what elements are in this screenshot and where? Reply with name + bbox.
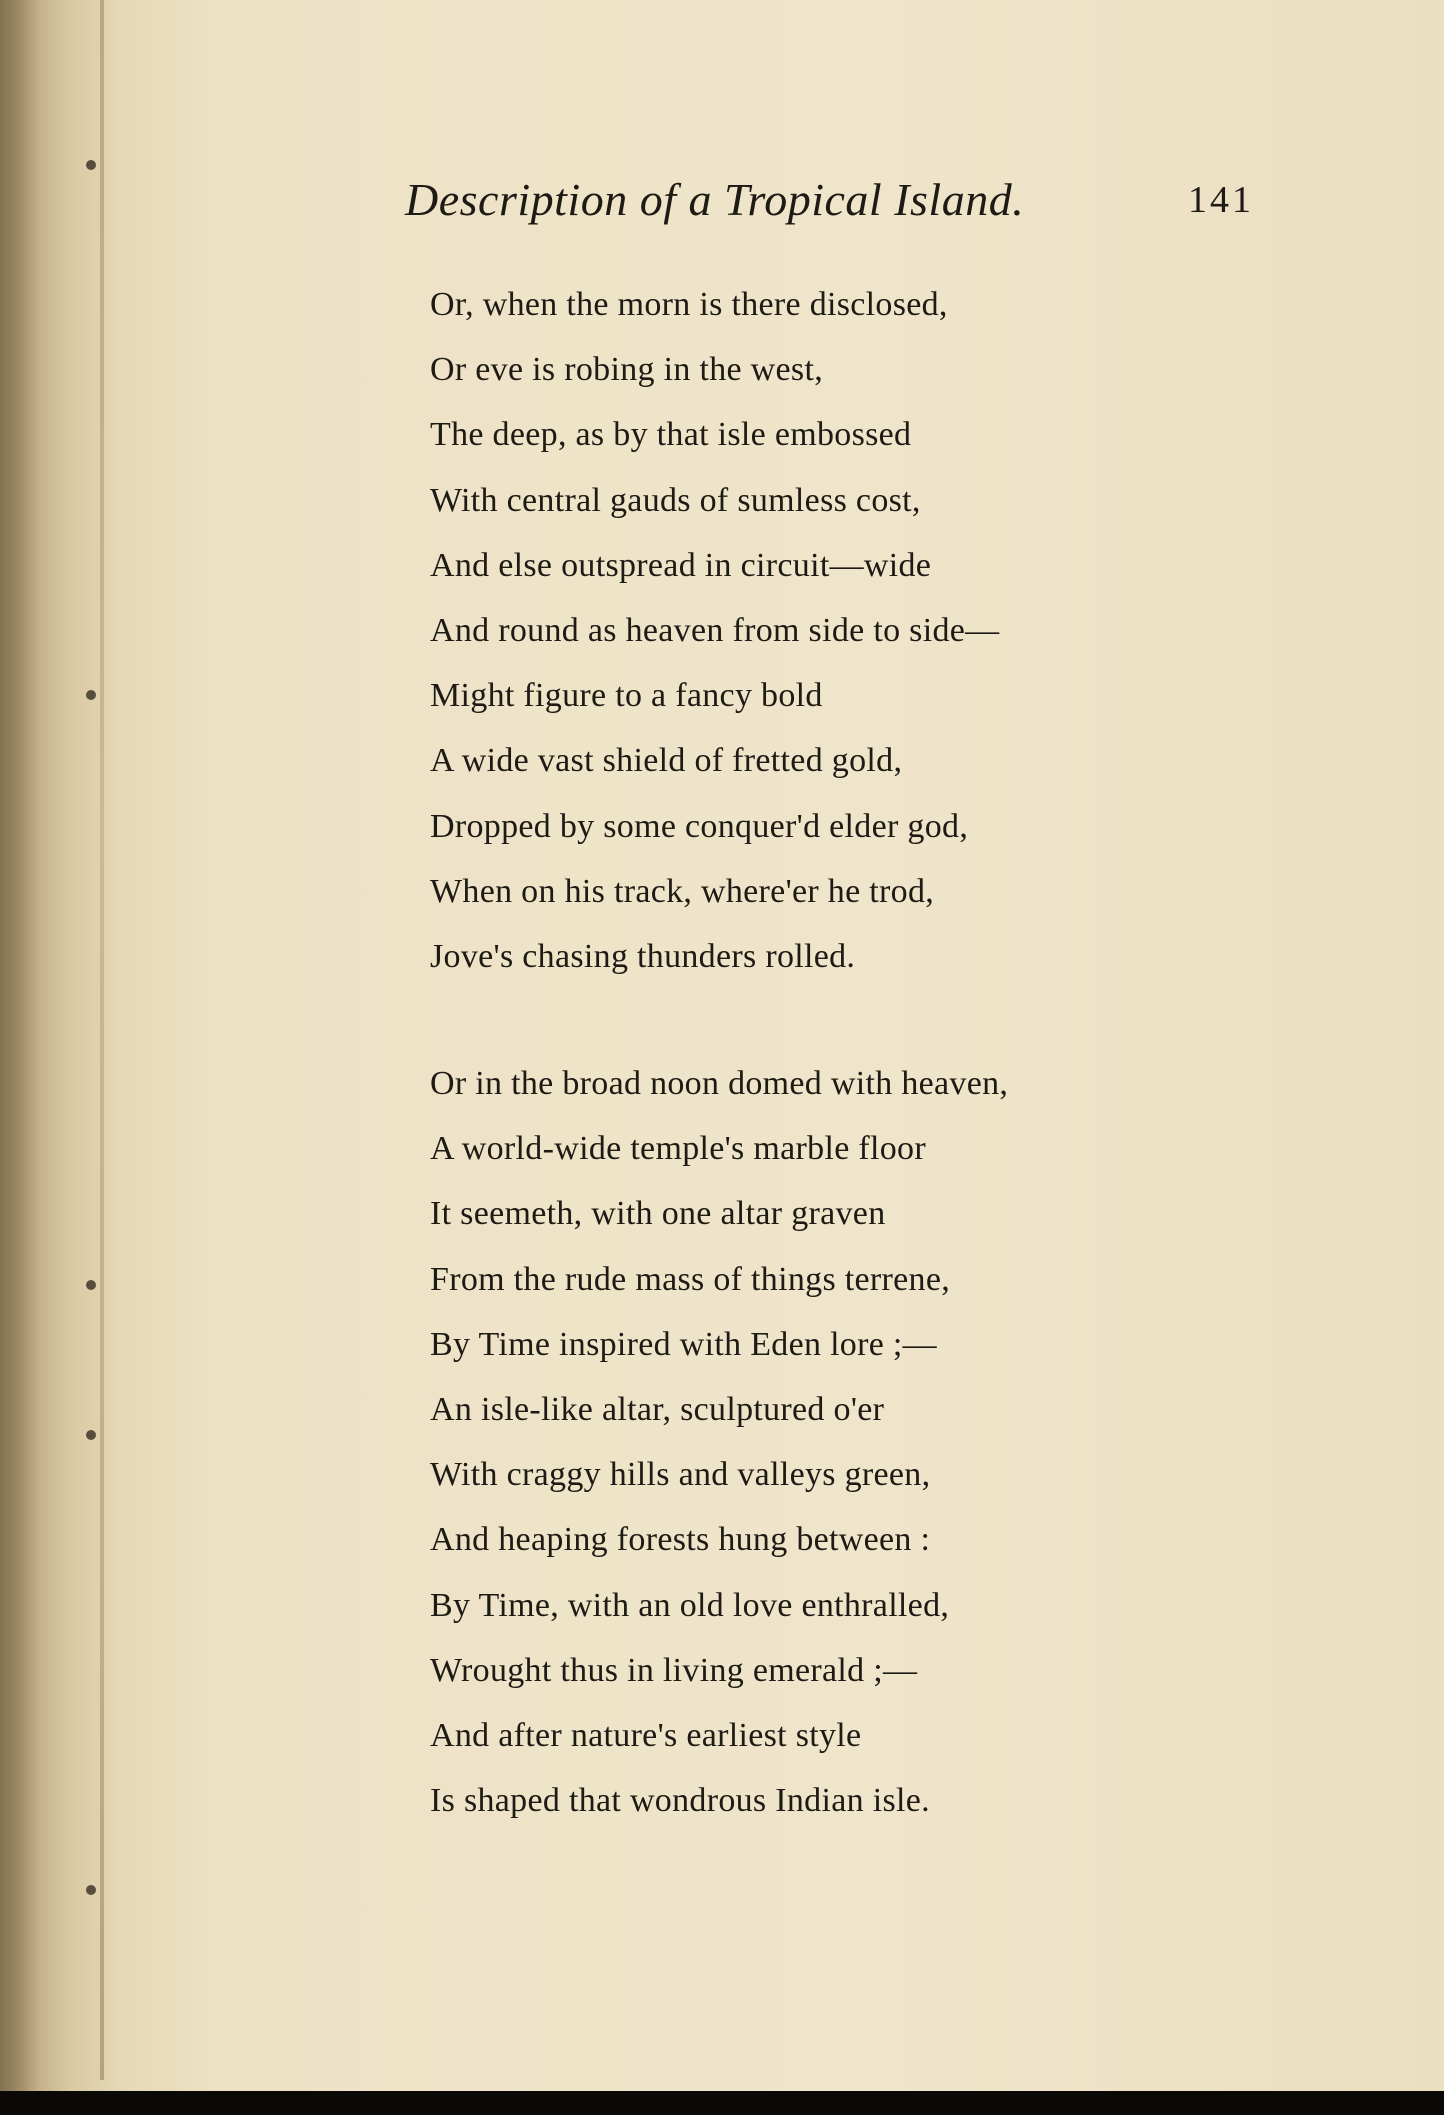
running-title: Description of a Tropical Island.	[405, 174, 1025, 225]
poem-line: A world-wide temple's marble floor	[430, 1130, 926, 1168]
poem-line: With craggy hills and valleys green,	[430, 1456, 931, 1494]
binding-thread-mark	[86, 690, 96, 700]
poem-line: Is shaped that wondrous Indian isle.	[430, 1782, 930, 1820]
poem-line: A wide vast shield of fretted gold,	[430, 742, 903, 780]
poem-line: By Time inspired with Eden lore ;—	[430, 1325, 937, 1363]
poem-line: The deep, as by that isle embossed	[430, 416, 912, 454]
page-number: 141	[1188, 179, 1254, 221]
gutter-shadow	[0, 0, 40, 2115]
stanza-1	[430, 272, 1230, 989]
poem-line: And heaping forests hung between :	[430, 1521, 931, 1559]
poem-line: When on his track, where'er he trod,	[430, 872, 935, 910]
binding-thread-mark	[86, 1280, 96, 1290]
poem-line: From the rude mass of things terrene,	[430, 1260, 951, 1298]
poem-body	[430, 272, 1230, 1833]
poem-line: With central gauds of sumless cost,	[430, 481, 921, 519]
scan-bottom-edge	[0, 2091, 1444, 2115]
poem-line: Jove's chasing thunders rolled.	[430, 937, 856, 975]
running-head	[405, 170, 1265, 230]
poem-line: Dropped by some conquer'd elder god,	[430, 807, 969, 845]
binding-thread-mark	[86, 160, 96, 170]
poem-line: It seemeth, with one altar graven	[430, 1195, 886, 1233]
poem-line: Might figure to a fancy bold	[430, 677, 823, 715]
poem-line: By Time, with an old love enthralled,	[430, 1586, 950, 1624]
binding-thread-mark	[86, 1885, 96, 1895]
binding-gutter	[100, 0, 104, 2080]
poem-line: Or in the broad noon domed with heaven,	[430, 1065, 1009, 1103]
poem-line: And round as heaven from side to side—	[430, 611, 1000, 649]
poem-line: And after nature's earliest style	[430, 1716, 862, 1754]
poem-line: And else outspread in circuit—wide	[430, 546, 932, 584]
poem-line: Or eve is robing in the west,	[430, 351, 824, 389]
poem-line: An isle-like altar, sculptured o'er	[430, 1391, 885, 1428]
stanza-2	[430, 1051, 1230, 1833]
binding-thread-mark	[86, 1430, 96, 1440]
poem-line: Or, when the morn is there disclosed,	[430, 286, 948, 323]
poem-line: Wrought thus in living emerald ;—	[430, 1651, 918, 1689]
